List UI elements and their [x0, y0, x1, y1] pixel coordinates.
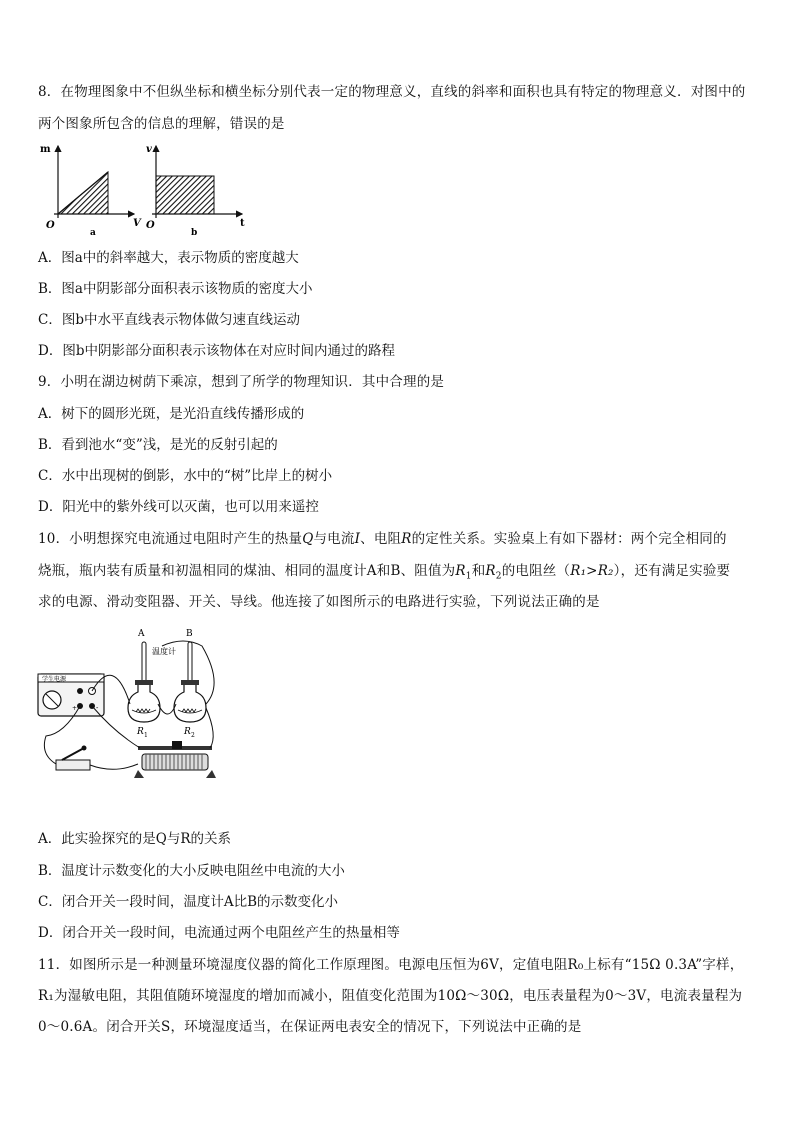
q10-option-c: C．闭合开关一段时间，温度计A比B的示数变化小	[38, 894, 338, 910]
switch	[56, 746, 90, 771]
label-b: B	[186, 629, 193, 639]
q8-option-b: B．图a中阴影部分面积表示该物质的密度大小	[38, 281, 313, 297]
graph-b-caption: b	[191, 228, 198, 238]
flask-r2	[174, 680, 206, 739]
graph-a-origin: O	[46, 220, 55, 231]
rheostat	[134, 741, 216, 778]
q10-sub: 2	[495, 571, 502, 582]
graph-b-y-label: v	[146, 144, 152, 155]
q8-graphs-figure	[36, 142, 276, 238]
r1-sub: 1	[144, 732, 148, 739]
q10-text: 与电流	[313, 531, 355, 547]
q9-option-c: C．水中出现树的倒影，水中的“树”比岸上的树小	[38, 468, 333, 484]
r2-label: R	[184, 727, 191, 737]
q10-text: 10．小明想探究电流通过电阻时产生的热量	[38, 531, 303, 547]
svg-text:+: +	[72, 705, 78, 712]
label-a: A	[138, 629, 145, 639]
q10-var-i: I	[354, 531, 361, 547]
q10-var-r2: R	[485, 563, 496, 579]
graph-b	[146, 144, 245, 238]
q10-stem-line1	[38, 530, 727, 548]
q10-option-d: D．闭合开关一段时间，电流通过两个电阻丝产生的热量相等	[38, 925, 400, 941]
q8-option-d: D．图b中阴影部分面积表示该物体在对应时间内通过的路程	[38, 343, 395, 359]
graph-a-x-label: V	[133, 218, 141, 229]
q10-var-r1: R	[455, 563, 466, 579]
q8-option-a: A．图a中的斜率越大，表示物质的密度越大	[38, 250, 299, 266]
flask-r1	[128, 680, 160, 739]
graph-b-origin: O	[146, 220, 155, 231]
q11-stem-line2: R₁为湿敏电阻，其阻值随环境湿度的增加而减小，阻值变化范围为10Ω～30Ω，电压表量程为0～3V，电流表量程为	[38, 988, 743, 1004]
q10-option-a: A．此实验探究的是Q与R的关系	[38, 831, 231, 847]
thermometer-label: 温度计	[152, 647, 176, 656]
q10-var-q: Q	[302, 531, 314, 547]
q10-text: 的电阻丝（	[501, 563, 571, 579]
q10-circuit-figure	[34, 624, 220, 784]
graph-a	[40, 144, 142, 238]
q10-var-r: R	[401, 531, 412, 547]
q8-stem-line1: 8．在物理图象中不但纵坐标和横坐标分别代表一定的物理意义，直线的斜率和面积也具有特定的物理意义．对图中的	[38, 84, 746, 100]
svg-text:-: -	[96, 704, 99, 712]
q11-stem-line3: 0～0.6A。闭合开关S，环境湿度适当，在保证两电表安全的情况下，下列说法中正确的是	[38, 1019, 582, 1035]
graph-a-y-label: m	[40, 144, 51, 155]
q10-stem-line3: 求的电源、滑动变阻器、开关、导线。他连接了如图所示的电路进行实验，下列说法正确的是	[38, 594, 600, 610]
q8-option-c: C．图b中水平直线表示物体做匀速直线运动	[38, 312, 300, 328]
q10-option-b: B．温度计示数变化的大小反映电阻丝中电流的大小	[38, 863, 345, 879]
q10-text: 的定性关系。实验桌上有如下器材：两个完全相同的	[411, 531, 727, 547]
q8-stem-line2: 两个图象所包含的信息的理解，错误的是	[38, 116, 285, 132]
q10-stem-line2	[38, 562, 730, 580]
graph-b-x-label: t	[240, 218, 245, 229]
q11-stem-line1: 11．如图所示是一种测量环境湿度仪器的简化工作原理图。电源电压恒为6V，定值电阻R₀上标有“15Ω 0.3A”字样，	[38, 957, 744, 973]
q9-option-a: A．树下的圆形光斑，是光沿直线传播形成的	[38, 406, 305, 422]
q10-text: 烧瓶，瓶内装有质量和初温相同的煤油、相同的温度计A和B、阻值为	[38, 563, 456, 579]
q9-option-b: B．看到池水“变”浅，是光的反射引起的	[38, 437, 278, 453]
q10-sub: 1	[465, 571, 472, 582]
power-supply	[38, 674, 104, 716]
graph-a-caption: a	[90, 228, 96, 238]
power-supply-label: 学生电源	[42, 676, 67, 683]
q9-stem: 9．小明在湖边树荫下乘凉，想到了所学的物理知识．其中合理的是	[38, 374, 445, 390]
q10-comparison: R₁>R₂	[570, 563, 614, 579]
r1-label: R	[137, 727, 144, 737]
r2-sub: 2	[191, 732, 195, 739]
q10-text: 和	[471, 563, 486, 579]
q9-option-d: D．阳光中的紫外线可以灭菌，也可以用来遥控	[38, 499, 319, 515]
q10-text: ），还有满足实验要	[613, 563, 731, 579]
q10-text: 、电阻	[360, 531, 402, 547]
